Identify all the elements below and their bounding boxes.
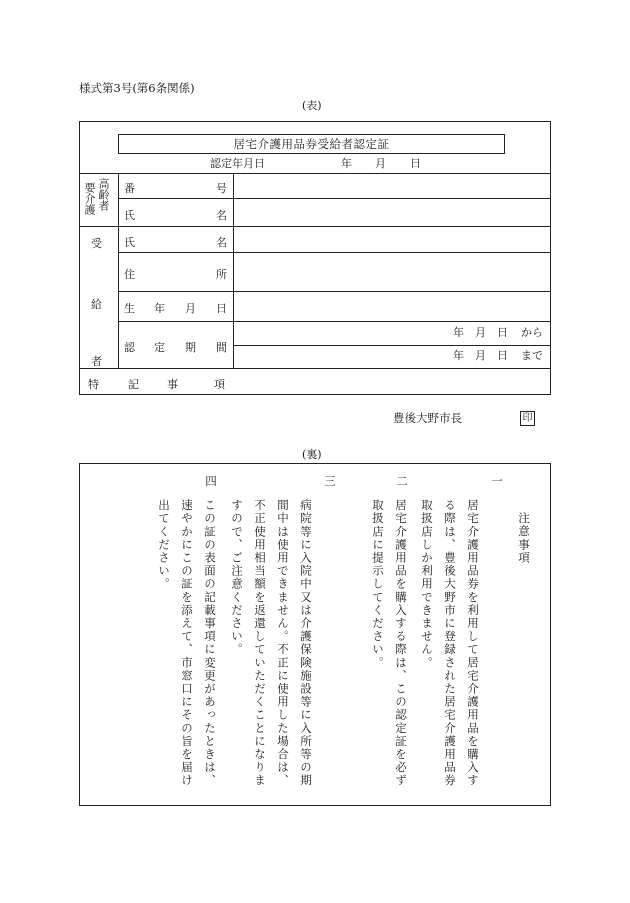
- row-line: [233, 345, 551, 346]
- note-2-text: 居宅介護用品を購入する際は、この認定証を必ず取扱店に提示してください。: [371, 499, 408, 788]
- note-2-number: 二: [395, 475, 409, 487]
- note-1-text: 居宅介護用品券を利用して居宅介護用品を購入する際は、豊後大野市に登録された居宅介護用品券取扱店しか利用できません。: [420, 499, 480, 788]
- note-4-text: この証の表面の記載事項に変更があったときは、速やかにこの証を添えて、市窓口にその旨を届け出てください。: [157, 499, 217, 788]
- row-line: [118, 291, 551, 292]
- row-line: [79, 226, 551, 227]
- row-line: [79, 173, 551, 174]
- card-title: 居宅介護用品券受給者認定証: [233, 137, 390, 151]
- row-line: [118, 321, 551, 322]
- row-line: [118, 198, 551, 199]
- note-1-number: 一: [490, 475, 504, 487]
- issuer-name: 豊後大野市長: [393, 411, 462, 425]
- seal-stamp: 印: [520, 411, 535, 426]
- form-number: 様式第3号(第6条関係): [79, 81, 195, 95]
- cert-date-day: 日: [410, 157, 421, 170]
- col-line: [233, 173, 234, 368]
- front-side-label: (表): [302, 99, 322, 112]
- col-line: [118, 173, 119, 368]
- note-3-text: 病院等に入院中又は介護保険施設等に入所等の期間中は使用できません。不正に使用した場合は、不正使用相当額を返還していただくことになりますので、ご注意ください。: [230, 499, 313, 788]
- row-line: [118, 252, 551, 253]
- notes-heading: 注意事項: [517, 512, 531, 565]
- cert-date-year: 年: [341, 157, 352, 170]
- cert-date-month: 月: [375, 157, 386, 170]
- row-line: [79, 368, 551, 369]
- note-3-number: 三: [323, 475, 337, 487]
- back-side-label: (裏): [302, 448, 322, 461]
- note-4-number: 四: [204, 475, 218, 487]
- cert-date-label: 認定年月日: [210, 157, 265, 170]
